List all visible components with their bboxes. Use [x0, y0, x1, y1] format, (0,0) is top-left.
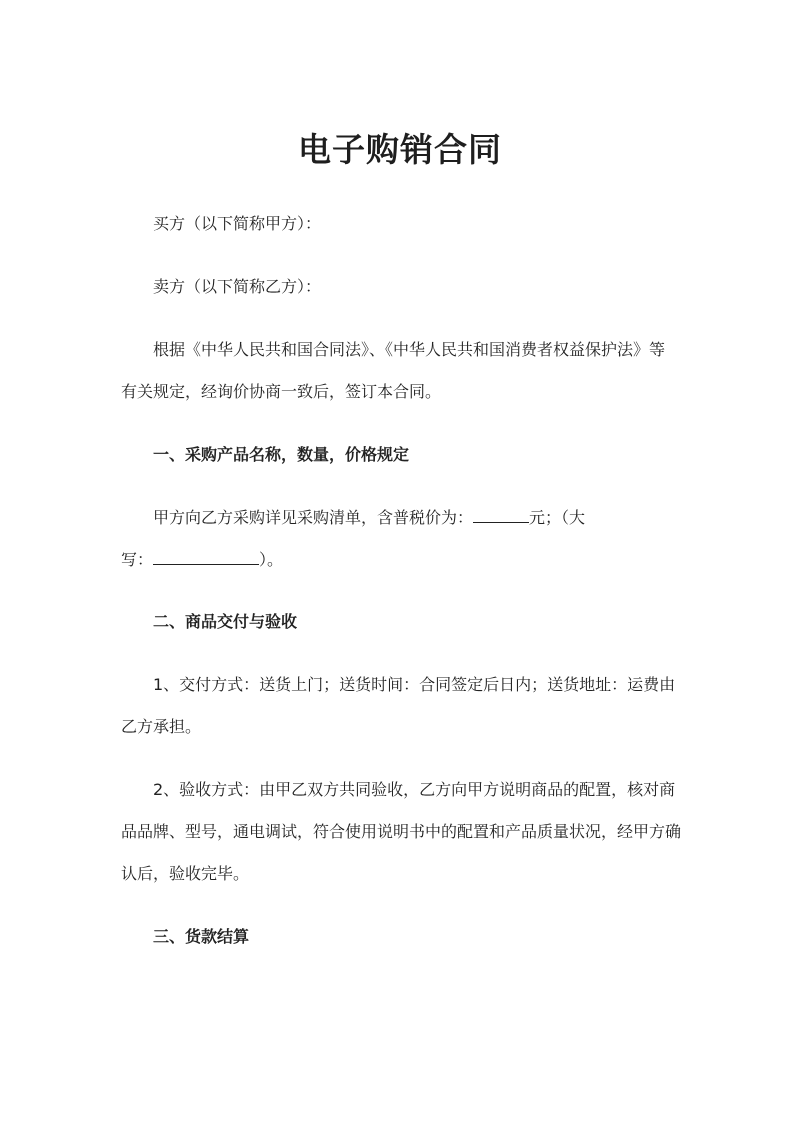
price-blank — [473, 506, 529, 523]
uppercase-blank — [153, 548, 259, 565]
section-3-heading: 三、货款结算 — [153, 927, 250, 946]
uppercase-label: 写： — [121, 550, 154, 569]
acceptance-item-line-1: 2、验收方式：由甲乙双方共同验收，乙方向甲方说明商品的配置，核对商 — [153, 780, 676, 799]
price-unit-text: 元；（大 — [529, 508, 586, 527]
price-text: 甲方向乙方采购详见采购清单，含普税价为： — [153, 508, 474, 527]
intro-paragraph-line-1: 根据《中华人民共和国合同法》、《中华人民共和国消费者权益保护法》等 — [153, 340, 666, 359]
section-1-heading: 一、采购产品名称，数量，价格规定 — [153, 445, 410, 464]
acceptance-item-line-2: 品品牌、型号，通电调试，符合使用说明书中的配置和产品质量状况，经甲方确 — [121, 822, 682, 841]
delivery-item-line-1: 1、交付方式：送货上门；送货时间：合同签定后日内；送货地址：运费由 — [153, 675, 676, 694]
acceptance-item-line-3: 认后，验收完毕。 — [121, 864, 250, 883]
price-uppercase-line — [121, 548, 283, 572]
section-2-heading: 二、商品交付与验收 — [153, 612, 298, 631]
buyer-line: 买方（以下简称甲方）： — [153, 214, 322, 233]
intro-paragraph-line-2: 有关规定，经询价协商一致后，签订本合同。 — [121, 382, 442, 401]
document-title: 电子购销合同 — [298, 130, 502, 169]
uppercase-close: ）。 — [259, 550, 284, 569]
delivery-item-line-2: 乙方承担。 — [121, 717, 202, 736]
seller-line: 卖方（以下简称乙方）： — [153, 277, 322, 296]
price-line — [153, 506, 585, 530]
